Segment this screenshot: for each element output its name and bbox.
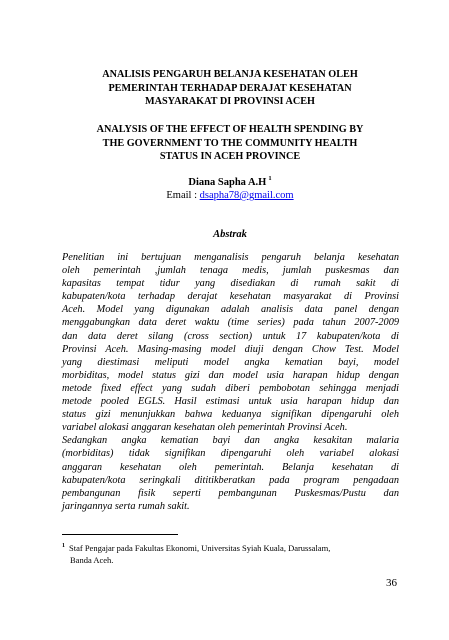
abstract-line: Provinsi Aceh. Masing-masing model diuji dengan Chow Test. Model (62, 343, 399, 355)
title-english (62, 123, 398, 164)
abstract-line: kabupaten/kota terhadap derajat kesehatan masyarakat di Provinsi (62, 291, 399, 303)
abstract-line: (morbiditas) tidak signifikan dipengaruhi oleh variabel alokasi (62, 448, 399, 460)
abstract-line: pembangunan fisik seperti pembangunan Puskesmas/Pustu dan (62, 487, 399, 499)
title-english-line: THE GOVERNMENT TO THE COMMUNITY HEALTH (102, 137, 358, 149)
abstract-body (62, 251, 399, 513)
footnote-mark: 1 (62, 543, 65, 549)
title-english-line: ANALYSIS OF THE EFFECT OF HEALTH SPENDING BY (96, 124, 364, 135)
title-indonesian-line: PEMERINTAH TERHADAP DERAJAT KESEHATAN (108, 82, 352, 94)
abstract-line: dan data deret silang (cross section) untuk 17 kabupaten/kota di (62, 330, 399, 342)
abstract-line: kapasitas tempat tidur yang disediakan di rumah sakit di (62, 278, 399, 290)
abstract-heading: Abstrak (213, 229, 247, 240)
footnote (62, 541, 398, 566)
abstract-line: anggaran kesehatan oleh pemerintah. Belanja kesehatan di (62, 461, 399, 473)
abstract-line: Penelitian ini bertujuan menganalisis pengaruh belanja kesehatan (62, 252, 399, 263)
abstract-line: morbiditas, model status gizi dan model usia harapan hidup dengan (62, 369, 399, 381)
footnote-divider (62, 534, 178, 535)
abstract-line: menggabungkan data deret waktu (time series) pada tahun 2007-2009 (62, 317, 399, 329)
title-indonesian-line: MASYARAKAT DI PROVINSI ACEH (145, 96, 315, 107)
email-link[interactable]: dsapha78@gmail.com (199, 190, 294, 201)
author-block (62, 172, 398, 202)
abstract-line: jaringannya serta rumah sakit. (62, 500, 190, 512)
title-indonesian (62, 68, 398, 109)
abstract-line: yang diestimasi meliputi model angka kematian bayi, model (62, 356, 399, 368)
abstract-line: kabupaten/kota seringkali dititikberatkan pada program pengadaan (62, 474, 399, 486)
author-footnote-mark: 1 (268, 175, 272, 182)
author-name: Diana Sapha A.H (188, 177, 267, 188)
email-line (62, 189, 398, 202)
footnote-text-line2: Banda Aceh. (70, 554, 114, 565)
page-number: 36 (386, 577, 397, 589)
abstract-line: metode fixed effect yang sudah diberi pembobotan sehingga menjadi (62, 382, 399, 394)
abstract-line: oleh pemerintah ,jumlah tenaga medis, jumlah puskesmas dan (62, 265, 399, 277)
abstract-line: Aceh. Model yang digunakan adalah analisis data panel dengan (62, 304, 399, 316)
abstract-line: Sedangkan angka kematian bayi dan angka kesakitan malaria (62, 435, 399, 447)
abstract-line: variabel alokasi anggaran kesehatan oleh pemerintah Provinsi Aceh. (62, 422, 348, 434)
footnote-text-line1: Staf Pengajar pada Fakultas Ekonomi, Universitas Syiah Kuala, Darussalam, (69, 543, 331, 553)
abstract-line: metode pooled EGLS. Hasil estimasi untuk usia harapan hidup dan (62, 396, 399, 408)
email-label: Email : (166, 190, 200, 201)
title-english-line: STATUS IN ACEH PROVINCE (159, 151, 301, 162)
abstract-line: status gizi menunjukkan bahwa keduanya signifikan dipengaruhi oleh (62, 409, 399, 421)
title-indonesian-line: ANALISIS PENGARUH BELANJA KESEHATAN OLEH (102, 69, 358, 80)
